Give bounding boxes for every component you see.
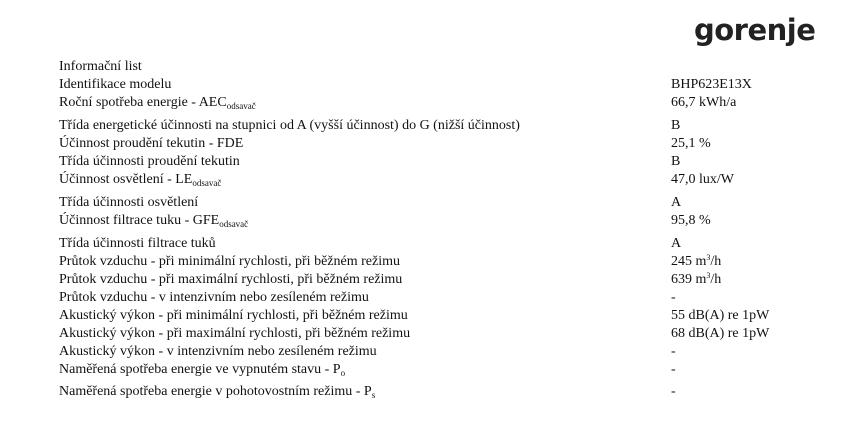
sheet-row (59, 194, 819, 212)
row-value (671, 325, 769, 342)
row-value (671, 171, 734, 188)
product-information-sheet (59, 58, 819, 405)
row-value-text: 95,8 % (671, 213, 711, 228)
row-label-text: Třída účinnosti proudění tekutin (59, 154, 240, 169)
sheet-row (59, 135, 819, 153)
row-label (59, 171, 221, 188)
row-label-text: Roční spotřeba energie - AEC (59, 95, 227, 110)
sheet-row (59, 153, 819, 171)
sheet-row (59, 212, 819, 235)
row-label-text: Třída účinnosti osvětlení (59, 195, 199, 210)
row-value-text: BHP623E13X (671, 77, 752, 92)
row-value-text: 66,7 kWh/a (671, 95, 737, 110)
row-value-text: 55 dB(A) re 1pW (671, 308, 770, 323)
row-value-superscript: 3 (706, 253, 711, 262)
row-value (671, 153, 680, 170)
row-label (59, 325, 410, 342)
row-value (671, 307, 769, 324)
row-value (671, 135, 711, 152)
row-value-text: 47,0 lux/W (671, 172, 734, 187)
row-label-subscript: s (371, 390, 376, 400)
row-label-text: Naměřená spotřeba energie v pohotovostním režimu - P (59, 384, 372, 399)
row-value (671, 117, 680, 134)
row-label-subscript: odsavač (226, 101, 256, 111)
row-label (59, 194, 198, 211)
row-label-text: Účinnost filtrace tuku - GFE (59, 213, 220, 228)
row-label-text: Průtok vzduchu - při minimální rychlosti, při běžném režimu (59, 254, 400, 269)
row-value (671, 253, 721, 270)
row-label-text: Akustický výkon - při maximální rychlosti, při běžném režimu (59, 326, 411, 341)
sheet-row (59, 94, 819, 117)
row-label-text: Třída účinnosti filtrace tuků (59, 236, 216, 251)
row-value-text: - (671, 344, 676, 359)
row-value (671, 212, 711, 229)
row-value-text: 639 m (671, 272, 707, 287)
sheet-row (59, 361, 819, 383)
row-value (671, 194, 681, 211)
sheet-row (59, 253, 819, 271)
row-label (59, 94, 256, 111)
row-label-text: Akustický výkon - v intenzivním nebo zesíleném režimu (59, 344, 377, 359)
row-label (59, 253, 400, 270)
row-label (59, 383, 375, 400)
row-label (59, 361, 345, 378)
row-label (59, 289, 369, 306)
sheet-row (59, 76, 819, 94)
row-value (671, 76, 752, 93)
row-value (671, 94, 736, 111)
row-label (59, 343, 377, 360)
row-label-subscript: odsavač (219, 219, 249, 229)
row-label (59, 271, 402, 288)
row-value-text: 245 m (671, 254, 707, 269)
row-label-text: Akustický výkon - při minimální rychlosti, při běžném režimu (59, 308, 408, 323)
row-value (671, 361, 676, 378)
row-label-text: Účinnost osvětlení - LE (59, 172, 193, 187)
sheet-row (59, 325, 819, 343)
row-label-text: Naměřená spotřeba energie ve vypnutém stavu - P (59, 362, 341, 377)
row-value-superscript: 3 (706, 271, 711, 280)
sheet-row (59, 235, 819, 253)
row-label (59, 212, 248, 229)
row-value-text: 25,1 % (671, 136, 711, 151)
row-value (671, 343, 676, 360)
row-value-suffix: /h (710, 272, 722, 287)
row-value-suffix: /h (710, 254, 722, 269)
sheet-rows (59, 76, 819, 405)
row-label (59, 235, 216, 252)
row-label-text: Identifikace modelu (59, 77, 172, 92)
row-value-text: 68 dB(A) re 1pW (671, 326, 770, 341)
row-label-text: Třída energetické účinnosti na stupnici od A (vyšší účinnost) do G (nižší účinnost) (59, 118, 520, 133)
row-label (59, 307, 408, 324)
row-value-text: - (671, 362, 676, 377)
row-value (671, 271, 721, 288)
sheet-row (59, 271, 819, 289)
row-value (671, 235, 681, 252)
row-label (59, 135, 243, 152)
row-value (671, 383, 676, 400)
row-label-text: Účinnost proudění tekutin - FDE (59, 136, 244, 151)
brand-logo: gorenje (694, 13, 816, 47)
sheet-row (59, 171, 819, 194)
row-label-subscript: o (340, 368, 346, 378)
row-value-text: - (671, 384, 676, 399)
row-value-text: - (671, 290, 676, 305)
row-value-text: B (671, 154, 681, 169)
sheet-row (59, 117, 819, 135)
row-label-text: Průtok vzduchu - při maximální rychlosti, při běžném režimu (59, 272, 403, 287)
row-label (59, 153, 240, 170)
row-label (59, 117, 520, 134)
sheet-row (59, 307, 819, 325)
sheet-row (59, 343, 819, 361)
sheet-row (59, 289, 819, 307)
sheet-row (59, 383, 819, 405)
row-label-subscript: odsavač (192, 178, 222, 188)
sheet-heading: Informační list (59, 59, 142, 74)
row-value-text: B (671, 118, 681, 133)
row-label-text: Průtok vzduchu - v intenzivním nebo zesíleném režimu (59, 290, 369, 305)
row-label (59, 76, 171, 93)
row-value-text: A (671, 236, 682, 251)
row-value-text: A (671, 195, 682, 210)
row-value (671, 289, 676, 306)
